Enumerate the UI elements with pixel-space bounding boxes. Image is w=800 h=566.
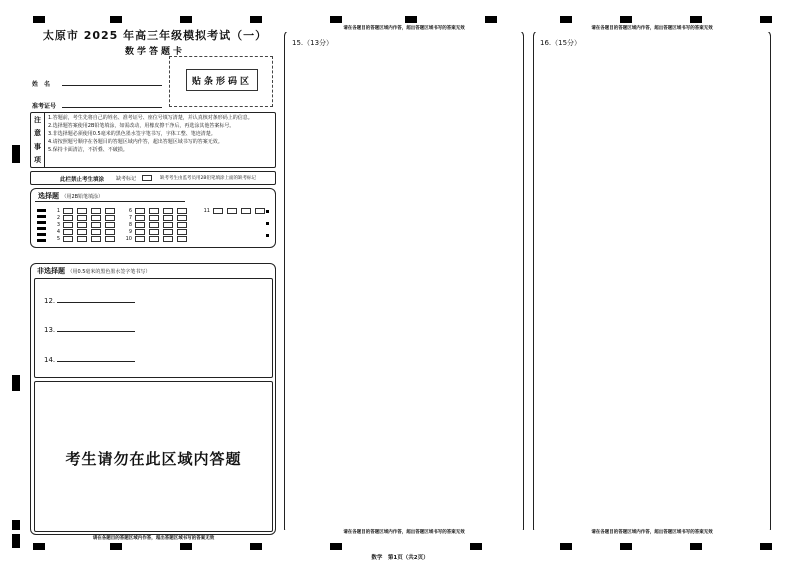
q15-label: 15.（13分）	[292, 39, 334, 47]
absent-label: 此栏禁止考生填涂	[60, 177, 105, 183]
option-bubble[interactable]	[227, 208, 237, 214]
choice-row	[124, 228, 188, 235]
name-label: 姓 名	[32, 81, 51, 88]
option-bubble[interactable]	[177, 215, 187, 221]
option-bubble[interactable]	[135, 229, 145, 235]
choice-row	[124, 214, 188, 221]
choice-row	[52, 214, 116, 221]
boundary-note: 请在各题目的答题区域内作答，超出答题区域书写的答案无效	[533, 26, 771, 32]
timing-mark	[760, 16, 772, 23]
blank-13	[44, 326, 135, 334]
option-bubble[interactable]	[149, 222, 159, 228]
notes-heading-char: 事	[34, 142, 41, 151]
option-bubble[interactable]	[163, 215, 173, 221]
timing-mark	[330, 543, 342, 550]
option-bubble[interactable]	[77, 229, 87, 235]
choice-side-mark	[37, 221, 46, 224]
boundary-note: 请在各题目的答题区域内作答，超出答题区域书写的答案无效	[533, 530, 771, 536]
choice-row	[52, 235, 116, 242]
notes-list	[48, 115, 272, 153]
barcode-label-box	[186, 69, 258, 91]
option-bubble[interactable]	[135, 215, 145, 221]
timing-mark	[620, 543, 632, 550]
absent-note: 缺考考生由监考员用2B铅笔填涂上面的缺考标记	[160, 176, 256, 181]
choice-number: 5	[56, 235, 60, 242]
absent-mark-box[interactable]	[142, 175, 152, 181]
q16-answer-panel[interactable]	[533, 30, 771, 535]
q15-answer-panel[interactable]	[284, 30, 524, 535]
blank-14	[44, 356, 135, 364]
option-bubble[interactable]	[105, 229, 115, 235]
timing-mark	[560, 543, 572, 550]
choice-side-mark	[37, 239, 46, 242]
timing-mark	[330, 16, 342, 23]
timing-mark	[485, 16, 497, 23]
choice-number: 4	[56, 228, 60, 235]
option-bubble[interactable]	[177, 229, 187, 235]
choice-number: 1	[56, 207, 60, 214]
option-bubble[interactable]	[177, 208, 187, 214]
option-bubble[interactable]	[105, 215, 115, 221]
answer-line[interactable]	[57, 361, 135, 362]
option-bubble[interactable]	[63, 215, 73, 221]
option-bubble[interactable]	[241, 208, 251, 214]
option-bubble[interactable]	[77, 215, 87, 221]
option-bubble[interactable]	[105, 236, 115, 242]
choice-side-mark	[266, 210, 269, 213]
choice-number: 8	[128, 221, 132, 228]
choice-side-mark	[266, 234, 269, 237]
choice-row	[124, 221, 188, 228]
choice-number: 9	[128, 228, 132, 235]
option-bubble[interactable]	[105, 208, 115, 214]
note-item: 5.保持卡面清洁，不折叠、不破损。	[48, 147, 128, 153]
boundary-note: 请在各题目的答题区域内作答，超出答题区域书写的答案无效	[284, 530, 524, 536]
notes-heading	[31, 113, 45, 167]
option-bubble[interactable]	[149, 215, 159, 221]
note-item: 1.答题前，考生先将自己的姓名、准考证号、座位号填写清楚，并认真核对条形码上的信息。	[48, 115, 253, 121]
notes-heading-char: 意	[34, 129, 41, 138]
notes-heading-char: 项	[34, 156, 41, 165]
blank-label: 12.	[44, 297, 56, 305]
choice-number: 10	[125, 235, 132, 242]
choice-row	[52, 228, 116, 235]
option-bubble[interactable]	[177, 222, 187, 228]
absent-mark-label: 缺考标记	[116, 176, 137, 182]
timing-mark	[33, 16, 45, 23]
card-subtitle: 数学答题卡	[124, 47, 185, 57]
option-bubble[interactable]	[63, 229, 73, 235]
side-mark	[12, 534, 20, 548]
choice-side-mark	[37, 233, 46, 236]
option-bubble[interactable]	[149, 229, 159, 235]
page-footer: 数学 第1页（共2页）	[371, 555, 429, 561]
timing-mark	[760, 543, 772, 550]
timing-mark	[620, 16, 632, 23]
option-bubble[interactable]	[63, 222, 73, 228]
blank-label: 13.	[44, 326, 56, 334]
side-mark	[12, 145, 20, 163]
option-bubble[interactable]	[213, 208, 223, 214]
option-bubble[interactable]	[77, 236, 87, 242]
boundary-note: 请在各题目的答题区域内作答，超出答题区域书写的答案无效	[92, 536, 215, 541]
option-bubble[interactable]	[135, 222, 145, 228]
option-bubble[interactable]	[149, 208, 159, 214]
timing-mark	[690, 543, 702, 550]
timing-mark	[110, 543, 122, 550]
choice-number: 7	[128, 214, 132, 221]
choice-row	[52, 221, 116, 228]
choice-side-mark	[37, 227, 46, 230]
option-bubble[interactable]	[91, 236, 101, 242]
option-bubble[interactable]	[77, 208, 87, 214]
choice-number: 6	[128, 207, 132, 214]
timing-mark	[470, 543, 482, 550]
note-item: 2.选择题答案使用2B铅笔填涂，如需改动，用橡皮擦干净后，再选涂其他答案标号。	[48, 123, 235, 129]
choice-hint: （用2B铅笔填涂）	[61, 194, 104, 200]
timing-mark	[180, 543, 192, 550]
q16-label: 16.（15分）	[540, 39, 582, 47]
option-bubble[interactable]	[91, 215, 101, 221]
forbidden-text: 考生请勿在此区域内答题	[65, 450, 242, 468]
option-bubble[interactable]	[255, 208, 265, 214]
option-bubble[interactable]	[163, 208, 173, 214]
choice-number: 11	[203, 207, 210, 214]
note-item: 3.非选择题必须使用0.5毫米的黑色墨水签字笔书写，字体工整、笔迹清楚。	[48, 131, 216, 137]
id-field[interactable]	[62, 107, 162, 108]
nonchoice-title	[37, 266, 150, 276]
choice-title-text: 选择题	[38, 192, 59, 200]
choice-number: 2	[56, 214, 60, 221]
option-bubble[interactable]	[63, 236, 73, 242]
choice-side-mark	[37, 215, 46, 218]
option-bubble[interactable]	[91, 208, 101, 214]
timing-mark	[405, 16, 417, 23]
timing-mark	[250, 543, 262, 550]
boundary-note: 请在各题目的答题区域内作答，超出答题区域书写的答案无效	[284, 26, 524, 32]
id-label: 准考证号	[32, 103, 57, 110]
choice-row	[52, 207, 116, 214]
timing-mark	[560, 16, 572, 23]
timing-mark	[250, 16, 262, 23]
choice-side-mark	[37, 209, 46, 212]
nonchoice-title-text: 非选择题	[37, 267, 65, 275]
barcode-label: 贴条形码区	[191, 76, 252, 87]
option-bubble[interactable]	[105, 222, 115, 228]
name-field[interactable]	[62, 85, 162, 86]
timing-mark	[110, 16, 122, 23]
choice-row	[202, 207, 266, 214]
option-bubble[interactable]	[163, 236, 173, 242]
option-bubble[interactable]	[63, 208, 73, 214]
choice-title	[38, 191, 103, 201]
answer-line[interactable]	[57, 331, 135, 332]
choice-row	[124, 235, 188, 242]
option-bubble[interactable]	[177, 236, 187, 242]
option-bubble[interactable]	[163, 229, 173, 235]
choice-row	[124, 207, 188, 214]
timing-mark	[690, 16, 702, 23]
option-bubble[interactable]	[77, 222, 87, 228]
blank-label: 14.	[44, 356, 56, 364]
exam-title: 太原市 2025 年高三年级模拟考试（一）	[42, 29, 268, 42]
side-mark	[12, 375, 20, 391]
blank-12	[44, 297, 135, 305]
option-bubble[interactable]	[149, 236, 159, 242]
option-bubble[interactable]	[91, 222, 101, 228]
option-bubble[interactable]	[163, 222, 173, 228]
choice-title-underline	[35, 201, 185, 202]
answer-line[interactable]	[57, 302, 135, 303]
nonchoice-hint: （用0.5毫米的黑色墨水签字笔书写）	[67, 269, 151, 275]
timing-mark	[33, 543, 45, 550]
option-bubble[interactable]	[135, 208, 145, 214]
option-bubble[interactable]	[91, 229, 101, 235]
option-bubble[interactable]	[135, 236, 145, 242]
side-mark	[12, 520, 20, 530]
note-item: 4.请按照题号顺序在各题目的答题区域内作答，超出答题区域书写的答案无效。	[48, 139, 223, 145]
timing-mark	[180, 16, 192, 23]
choice-side-mark	[266, 222, 269, 225]
choice-number: 3	[56, 221, 60, 228]
notes-heading-char: 注	[34, 115, 41, 124]
